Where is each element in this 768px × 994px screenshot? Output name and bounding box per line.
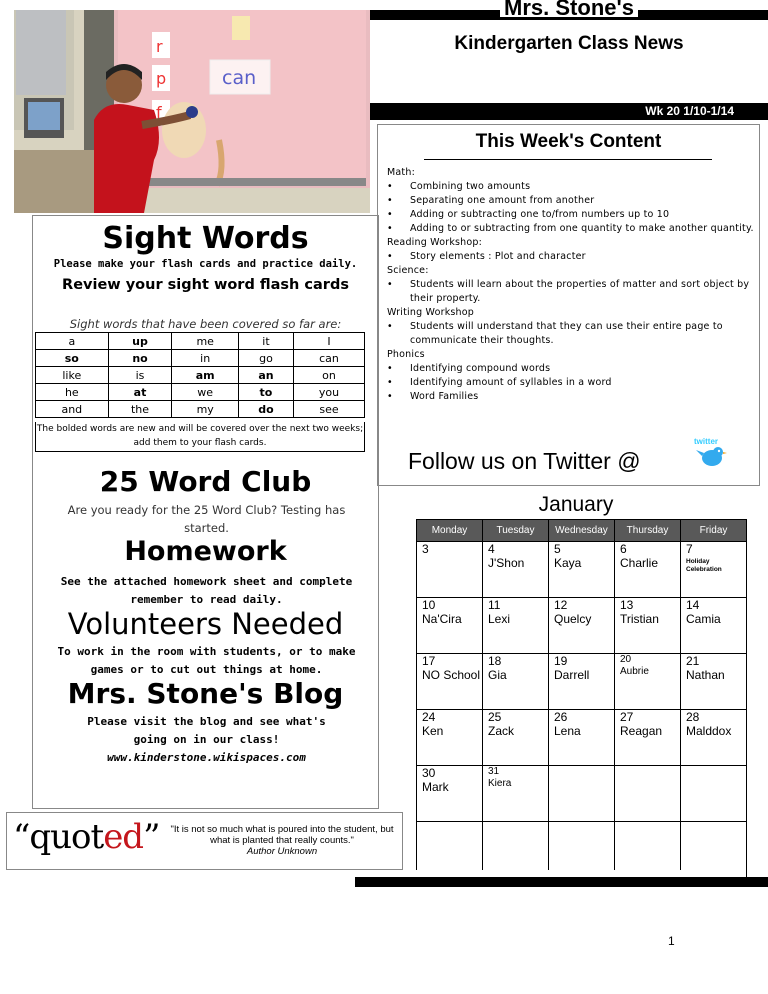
sight-words-covered: Sight words that have been covered so far are:	[69, 317, 342, 331]
sight-word-cell: go	[238, 350, 293, 367]
sight-word-cell: see	[293, 401, 364, 418]
calendar-day-cell	[615, 766, 681, 822]
calendar-date: 25	[488, 710, 502, 724]
sight-word-cell: he	[36, 384, 109, 401]
calendar-student-name: Quelcy	[554, 612, 592, 626]
calendar-day-cell	[681, 654, 747, 710]
volunteers-text: To work in the room with students, or to make games or to cut out things at home.	[57, 645, 356, 676]
sight-word-cell: and	[36, 401, 109, 418]
content-list-item: • Students will understand that they can use their entire page to communicate their thoughts.	[387, 320, 759, 348]
calendar-student-name: Darrell	[554, 668, 590, 682]
calendar-day-cell	[681, 766, 747, 822]
sight-word-cell: we	[172, 384, 239, 401]
newsletter-subtitle: Kindergarten Class News	[454, 33, 684, 54]
calendar-date: 30	[422, 766, 436, 780]
calendar-date: 18	[488, 654, 502, 668]
quote-text: "It is not so much what is poured into the student, but what is planted that really counts."	[170, 824, 394, 846]
calendar-day-cell	[417, 598, 483, 654]
calendar-student-name: Zack	[488, 724, 515, 738]
sight-word-cell: at	[108, 384, 172, 401]
calendar-student-name: Lena	[554, 724, 581, 738]
homework-text: See the attached homework sheet and complete remember to read daily.	[60, 575, 353, 606]
calendar-month: January	[538, 493, 614, 516]
sight-word-cell: so	[36, 350, 109, 367]
word-club-title: 25 Word Club	[99, 465, 312, 498]
calendar-week-row	[417, 542, 747, 598]
twitter-wordmark: twitter	[694, 437, 718, 446]
calendar-header-row	[417, 520, 747, 542]
content-list	[387, 166, 759, 404]
calendar-student-name: Mark	[422, 780, 449, 794]
sight-words-row	[36, 384, 365, 401]
calendar-day-cell	[483, 710, 549, 766]
sight-word-cell: on	[293, 367, 364, 384]
content-section-heading: Phonics	[387, 349, 425, 360]
calendar-student-name: Lexi	[488, 612, 511, 626]
calendar-student-name: Gia	[488, 668, 507, 682]
twitter-bird-icon	[694, 436, 730, 476]
content-section-heading: Math:	[387, 167, 415, 178]
calendar-student-name: J'Shon	[488, 556, 525, 570]
calendar-day-cell	[417, 710, 483, 766]
content-list-item: • Word Families	[387, 390, 759, 404]
calendar-student-name: Reagan	[620, 724, 663, 738]
sight-words-row	[36, 350, 365, 367]
sight-word-cell: is	[108, 367, 172, 384]
twitter-follow-text: Follow us on Twitter @	[408, 448, 641, 474]
calendar-student-name: Kaya	[554, 556, 582, 570]
sight-words-review: Review your sight word flash cards	[62, 277, 349, 293]
calendar-date: 10	[422, 598, 436, 612]
calendar-day-cell	[483, 766, 549, 822]
homework-title: Homework	[124, 536, 287, 567]
sight-word-cell: in	[172, 350, 239, 367]
sight-words-row	[36, 333, 365, 350]
calendar-student-name: Aubrie	[620, 666, 649, 677]
calendar-day-header: Tuesday	[483, 520, 549, 542]
calendar-date: 11	[488, 598, 501, 612]
blog-text-block	[73, 713, 340, 767]
calendar-date: 27	[620, 710, 634, 724]
quote-box	[6, 812, 403, 870]
content-divider	[424, 159, 712, 160]
calendar-date: 31	[488, 766, 500, 777]
board-letter-f: f	[156, 103, 162, 122]
content-list-item: • Separating one amount from another	[387, 194, 759, 208]
sight-word-cell: no	[108, 350, 172, 367]
calendar-date: 14	[686, 598, 700, 612]
calendar-date: 20	[620, 654, 632, 665]
calendar-student-name: Holiday Celebration	[686, 558, 722, 573]
content-title: This Week's Content	[475, 131, 662, 152]
calendar-day-header: Wednesday	[549, 520, 615, 542]
calendar-date: 17	[422, 654, 436, 668]
week-bar	[370, 103, 768, 120]
calendar-day-cell	[615, 710, 681, 766]
calendar-day-cell	[417, 542, 483, 598]
calendar-date: 12	[554, 598, 568, 612]
sight-word-cell: me	[172, 333, 239, 350]
classroom-photo	[14, 10, 370, 213]
sight-word-cell: to	[238, 384, 293, 401]
sight-word-cell: an	[238, 367, 293, 384]
sight-words-row	[36, 401, 365, 418]
calendar-week-row	[417, 598, 747, 654]
calendar-date: 3	[422, 542, 429, 556]
blog-text: Please visit the blog and see what's going on in our class!	[87, 715, 326, 746]
sight-word-cell: like	[36, 367, 109, 384]
calendar-date: 4	[488, 542, 495, 556]
calendar-day-cell	[549, 654, 615, 710]
calendar-date: 24	[422, 710, 436, 724]
calendar-date: 5	[554, 542, 561, 556]
calendar-day-cell	[417, 654, 483, 710]
calendar-student-name: Nathan	[686, 668, 725, 682]
calendar-day-cell	[483, 542, 549, 598]
content-list-item: • Adding to or subtracting from one quantity to make another quantity.	[387, 222, 759, 236]
calendar-day-cell	[549, 542, 615, 598]
calendar-day-cell	[549, 710, 615, 766]
board-letter-r: r	[156, 37, 163, 56]
content-list-item: • Identifying amount of syllables in a word	[387, 376, 759, 390]
quoted-logo-b: ed	[103, 817, 144, 857]
blog-url-link[interactable]: www.kinderstone.wikispaces.com	[107, 751, 306, 764]
calendar-student-name: Ken	[422, 724, 444, 738]
calendar-day-cell	[417, 766, 483, 822]
content-list-item: • Combining two amounts	[387, 180, 759, 194]
sight-words-subtitle: Please make your flash cards and practice daily.	[53, 258, 358, 270]
sight-word-cell: my	[172, 401, 239, 418]
calendar-day-cell	[681, 710, 747, 766]
calendar-day-cell	[615, 654, 681, 710]
calendar-day-cell	[615, 598, 681, 654]
sight-word-cell: am	[172, 367, 239, 384]
content-list-item: • Story elements : Plot and character	[387, 250, 759, 264]
calendar-day-cell	[483, 598, 549, 654]
calendar-student-name: Tristian	[620, 612, 659, 626]
sight-word-cell: do	[238, 401, 293, 418]
calendar-day-cell	[483, 654, 549, 710]
page-number: 1	[668, 934, 675, 948]
footer-bar	[355, 877, 768, 887]
masthead-title: Mrs. Stone's	[500, 0, 638, 17]
calendar-day-cell	[549, 598, 615, 654]
sight-word-cell: it	[238, 333, 293, 350]
content-section-heading: Science:	[387, 265, 429, 276]
sight-word-cell: can	[293, 350, 364, 367]
calendar-date: 19	[554, 654, 568, 668]
calendar-student-name: Malddox	[686, 724, 732, 738]
calendar-student-name: Na'Cira	[422, 612, 462, 626]
calendar-day-header: Friday	[681, 520, 747, 542]
masthead	[370, 0, 768, 20]
word-club-text: Are you ready for the 25 Word Club? Testing has started.	[67, 503, 346, 535]
calendar-date: 13	[620, 598, 634, 612]
weekly-content-box	[377, 124, 760, 486]
sight-words-note: The bolded words are new and will be covered over the next two weeks; add them to your flash cards.	[35, 422, 365, 452]
calendar-day-cell	[549, 766, 615, 822]
sight-word-cell: I	[293, 333, 364, 350]
calendar-student-name: Camia	[686, 612, 721, 626]
calendar-week-row	[417, 766, 747, 822]
content-section-heading: Writing Workshop	[387, 307, 475, 318]
calendar-day-header: Thursday	[615, 520, 681, 542]
content-section-heading: Reading Workshop:	[387, 237, 483, 248]
board-letter-p: p	[156, 69, 167, 88]
quoted-logo: “quoted”	[13, 817, 160, 857]
blog-title: Mrs. Stone's Blog	[67, 677, 344, 710]
sight-words-table	[35, 332, 365, 418]
calendar-student-name: Kiera	[488, 778, 512, 789]
calendar-date: 28	[686, 710, 700, 724]
calendar-date: 6	[620, 542, 627, 556]
calendar-day-cell	[681, 598, 747, 654]
calendar-date: 21	[686, 654, 700, 668]
sight-words-title: Sight Words	[102, 221, 309, 256]
volunteers-title: Volunteers Needed	[67, 607, 344, 641]
sight-word-cell: you	[293, 384, 364, 401]
sight-word-cell: a	[36, 333, 109, 350]
calendar-date: 7	[686, 542, 693, 556]
content-list-item: • Identifying compound words	[387, 362, 759, 376]
sight-word-cell: up	[108, 333, 172, 350]
calendar-day-header: Monday	[417, 520, 483, 542]
board-word: can	[222, 67, 257, 89]
calendar-date: 26	[554, 710, 568, 724]
calendar-day-cell	[681, 542, 747, 598]
quote-author: Author Unknown	[246, 846, 318, 857]
calendar-student-name: Charlie	[620, 556, 659, 570]
left-column-box	[32, 215, 379, 809]
calendar-week-row	[417, 710, 747, 766]
calendar-student-name: NO School	[422, 668, 481, 682]
quote-text-block	[167, 824, 397, 857]
content-list-item: • Adding or subtracting one to/from numbers up to 10	[387, 208, 759, 222]
week-label: Wk 20 1/10-1/14	[645, 104, 734, 118]
sight-words-row	[36, 367, 365, 384]
calendar-week-row	[417, 654, 747, 710]
sight-word-cell: the	[108, 401, 172, 418]
calendar-day-cell	[615, 542, 681, 598]
quoted-logo-a: quot	[29, 817, 104, 857]
calendar-table	[416, 519, 747, 878]
content-list-item: • Students will learn about the properties of matter and sort object by their property.	[387, 278, 759, 306]
